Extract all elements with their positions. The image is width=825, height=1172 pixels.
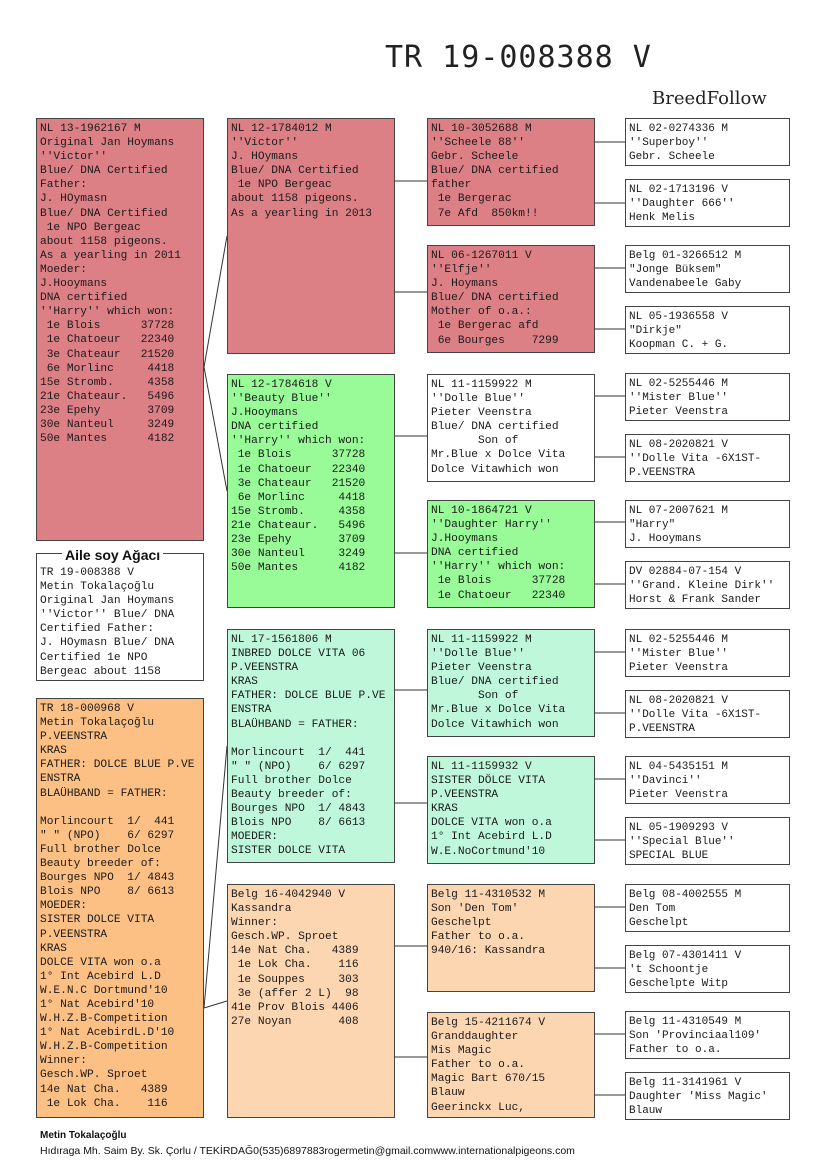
gen3-box-3: NL 11-1159922 M ''Dolle Blue'' Pieter Veenstra Blue/ DNA certified Son of Mr.Blue x Dolce Vita Dolce Vitawhich won <box>427 374 595 482</box>
footer-contact-line: Hıdıraga Mh. Saim By. Sk. Çorlu / TEKİRDAĞ0(535)6897883rogermetin@gmail.comwww.internationalpigeons.com <box>40 1145 575 1157</box>
gen4-box-6: NL 08-2020821 V ''Dolle Vita -6X1ST- P.VEENSTRA <box>625 434 790 482</box>
gen3-box-5: NL 11-1159922 M ''Dolle Blue'' Pieter Veenstra Blue/ DNA certified Son of Mr.Blue x Dolce Vita Dolce Vitawhich won <box>427 629 595 737</box>
gen4-box-2: NL 02-1713196 V ''Daughter 666'' Henk Melis <box>625 179 790 227</box>
footer-owner-name: Metin Tokalaçoğlu <box>40 1130 127 1141</box>
gen3-box-7: Belg 11-4310532 M Son 'Den Tom' Geschelpt Father to o.a. 940/16: Kassandra <box>427 884 595 992</box>
gen4-box-3: Belg 01-3266512 M "Jonge Büksem" Vandenabeele Gaby <box>625 245 790 293</box>
gen4-box-1: NL 02-0274336 M ''Superboy'' Gebr. Scheele <box>625 118 790 166</box>
gen3-box-1: NL 10-3052688 M ''Scheele 88'' Gebr. Scheele Blue/ DNA certified father 1e Bergerac 7e Afd 850km!! <box>427 118 595 226</box>
pedigree-title: TR 19-008388 V <box>385 40 652 75</box>
dam-box: TR 18-000968 V Metin Tokalaçoğlu P.VEENSTRA KRAS FATHER: DOLCE BLUE P.VE ENSTRA BLAÜHBAND = FATHER: Morlincourt 1/ 441 " " (NPO) 6/ 6297 Full brother Dolce Beauty breeder of: Bourges NPO 1/ 4843 Blois NPO 8/ 6613 MOEDER: SISTER DOLCE VITA P.VEENSTRA KRAS DOLCE VITA won o.a 1° Int Acebird L.D W.E.N.C Dortmund'10 1° Nat Acebird'10 W.H.Z.B-Competition 1° Nat AcebirdL.D'10 W.H.Z.B-Competition Winner: Gesch.WP. Sproet 14e Nat Cha. 4389 1e Lok Cha. 116 <box>36 698 204 1118</box>
gen4-box-11: NL 04-5435151 M ''Davinci'' Pieter Veenstra <box>625 756 790 804</box>
gen4-box-12: NL 05-1909293 V ''Special Blue'' SPECIAL BLUE <box>625 817 790 865</box>
dam-dam-box: Belg 16-4042940 V Kassandra Winner: Gesch.WP. Sproet 14e Nat Cha. 4389 1e Lok Cha. 116 1e Souppes 303 3e (affer 2 L) 98 41e Prov Blois 4406 27e Noyan 408 <box>227 884 395 1118</box>
gen4-box-9: NL 02-5255446 M ''Mister Blue'' Pieter Veenstra <box>625 629 790 677</box>
dam-sire-box: NL 17-1561806 M INBRED DOLCE VITA 06 P.VEENSTRA KRAS FATHER: DOLCE BLUE P.VE ENSTRA BLAÜHBAND = FATHER: Morlincourt 1/ 441 " " (NPO) 6/ 6297 Full brother Dolce Beauty breeder of: Bourges NPO 1/ 4843 Blois NPO 8/ 6613 MOEDER: SISTER DOLCE VITA <box>227 629 395 863</box>
gen4-box-16: Belg 11-3141961 V Daughter 'Miss Magic' Blauw <box>625 1072 790 1120</box>
brand-name: BreedFollow <box>652 88 767 109</box>
sire-dam-box: NL 12-1784618 V ''Beauty Blue'' J.Hooymans DNA certified ''Harry'' which won: 1e Blois 37728 1e Chatoeur 22340 3e Chateaur 21520 6e Morlinc 4418 15e Stromb. 4358 21e Chateaur. 5496 23e Epehy 3709 30e Nanteul 3249 50e Mantes 4182 <box>227 374 395 608</box>
gen4-box-13: Belg 08-4002555 M Den Tom Geschelpt <box>625 884 790 932</box>
gen4-box-14: Belg 07-4301411 V 't Schoontje Geschelpte Witp <box>625 945 790 993</box>
gen3-box-4: NL 10-1864721 V ''Daughter Harry'' J.Hooymans DNA certified ''Harry'' which won: 1e Blois 37728 1e Chatoeur 22340 <box>427 500 595 608</box>
gen4-box-7: NL 07-2007621 M "Harry" J. Hooymans <box>625 500 790 548</box>
gen4-box-8: DV 02884-07-154 V ''Grand. Kleine Dirk'' Horst & Frank Sander <box>625 561 790 609</box>
gen3-box-6: NL 11-1159932 V SISTER DÖLCE VITA P.VEENSTRA KRAS DOLCE VITA won o.a 1° Int Acebird L.D W.E.NoCortmund'10 <box>427 756 595 864</box>
gen3-box-2: NL 06-1267011 V ''Elfje'' J. Hoymans Blue/ DNA certified Mother of o.a.: 1e Bergerac afd 6e Bourges 7299 <box>427 245 595 353</box>
gen3-box-8: Belg 15-4211674 V Granddaughter Mis Magic Father to o.a. Magic Bart 670/15 Blauw Geerinckx Luc, <box>427 1012 595 1118</box>
sire-sire-box: NL 12-1784012 M ''Victor'' J. HOymans Blue/ DNA Certified 1e NPO Bergeac about 1158 pigeons. As a yearling in 2013 <box>227 118 395 354</box>
sire-box: NL 13-1962167 M Original Jan Hoymans ''Victor'' Blue/ DNA Certified Father: J. HOymasn Blue/ DNA Certified 1e NPO Bergeac about 1158 pigeons. As a yearling in 2011 Moeder: J.Hooymans DNA certified ''Harry'' which won: 1e Blois 37728 1e Chatoeur 22340 3e Chateaur 21520 6e Morlinc 4418 15e Stromb. 4358 21e Chateaur. 5496 23e Epehy 3709 30e Nanteul 3249 50e Mantes 4182 <box>36 118 204 541</box>
gen4-box-5: NL 02-5255446 M ''Mister Blue'' Pieter Veenstra <box>625 373 790 421</box>
subject-box: TR 19-008388 V Metin Tokalaçoğlu Original Jan Hoymans ''Victor'' Blue/ DNA Certified Father: J. HOymasn Blue/ DNA Certified 1e NPO Bergeac about 1158 <box>36 553 204 681</box>
gen4-box-15: Belg 11-4310549 M Son 'Provinciaal109' Father to o.a. <box>625 1011 790 1059</box>
family-tree-label: Aile soy Ağacı <box>62 547 163 563</box>
gen4-box-10: NL 08-2020821 V ''Dolle Vita -6X1ST- P.VEENSTRA <box>625 690 790 738</box>
gen4-box-4: NL 05-1936558 V "Dirkje" Koopman C. + G. <box>625 306 790 354</box>
